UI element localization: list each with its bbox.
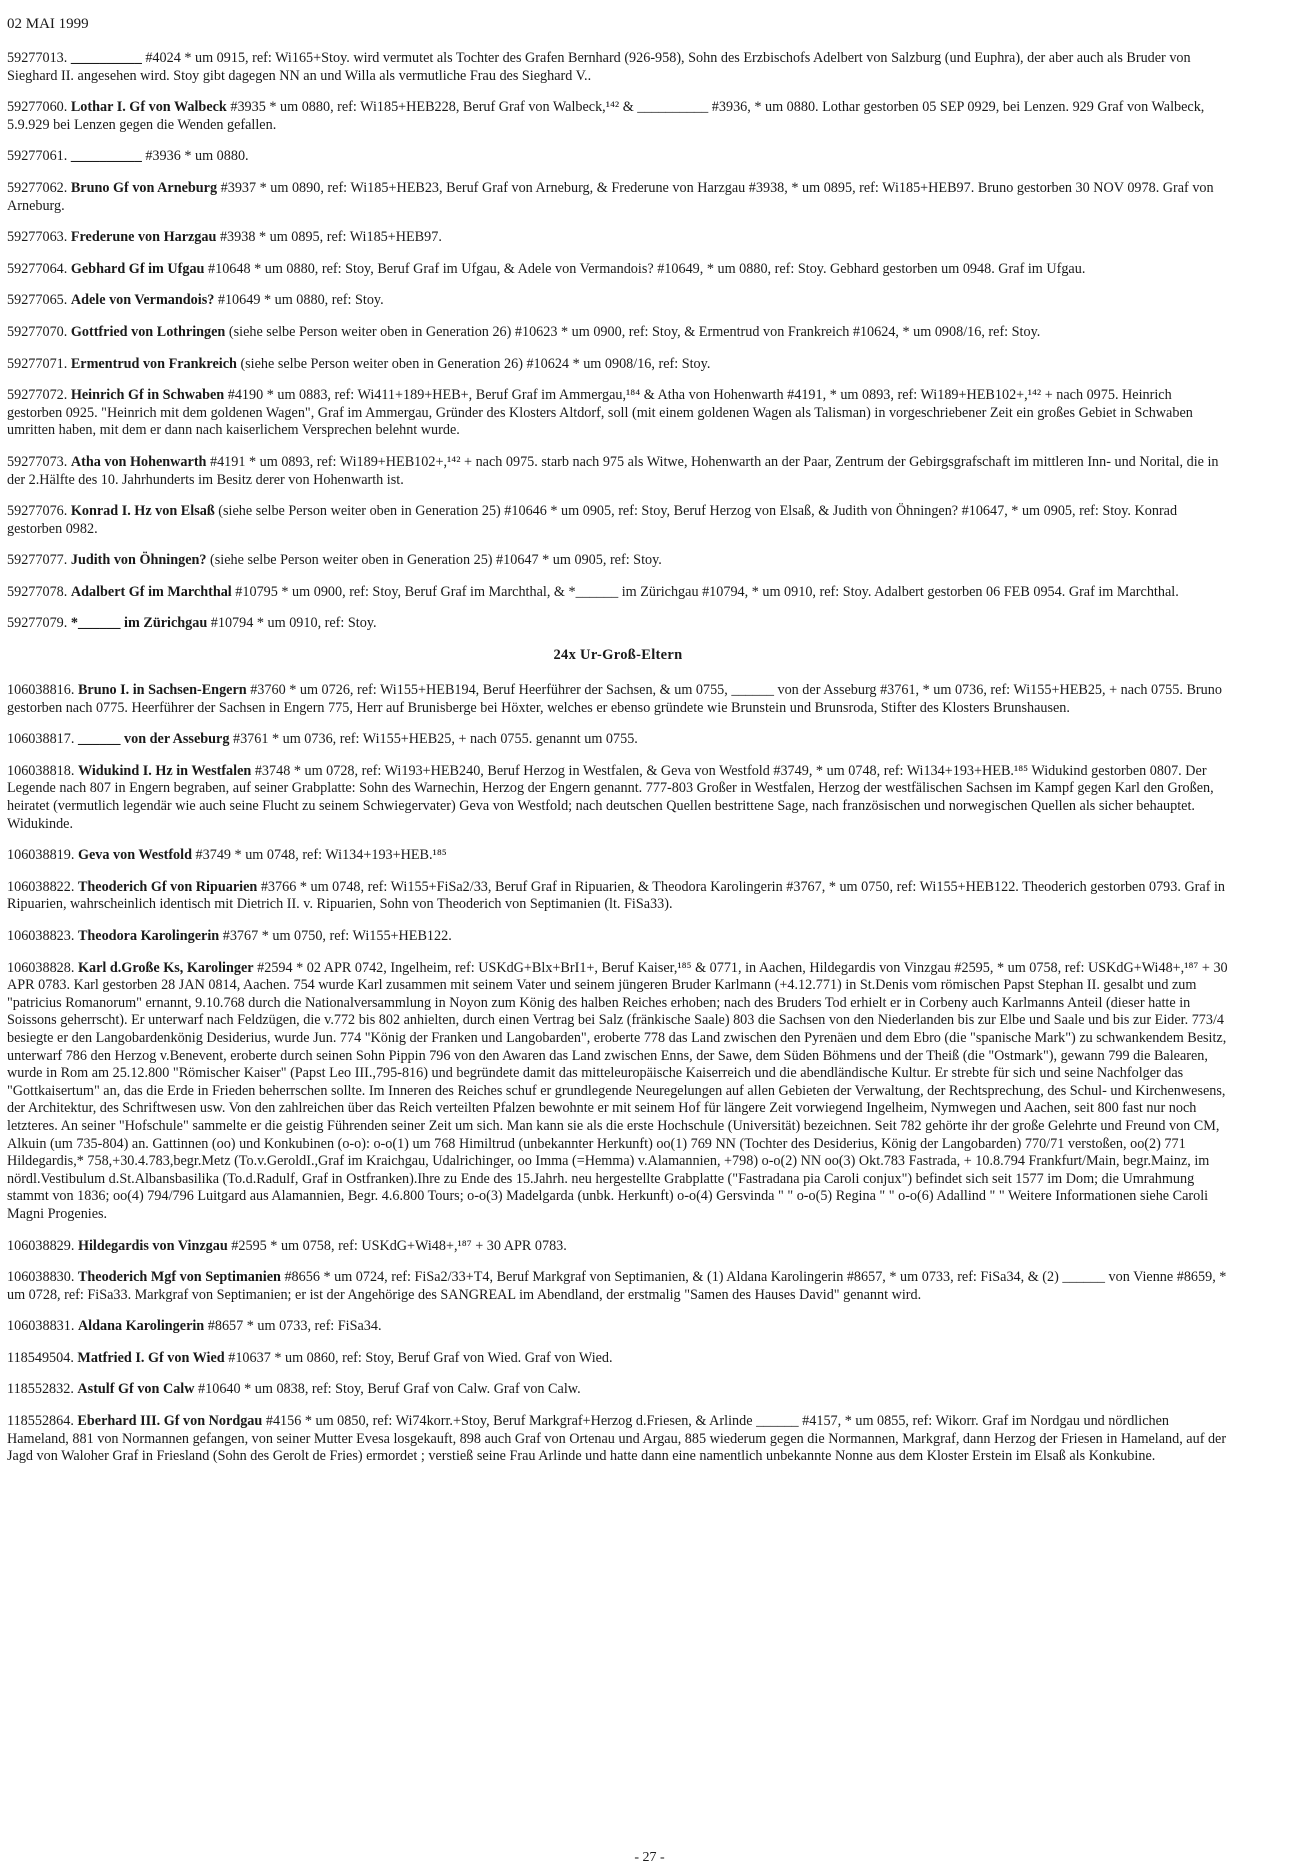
entry-details: (siehe selbe Person weiter oben in Generation 26) #10623 * um 0900, ref: Stoy, & Ermentrud von Frankreich #10624, * um 0908/16, ref: Stoy. <box>225 323 1041 340</box>
generation-25-list <box>7 50 1229 633</box>
entry-number: 59277071. <box>7 355 68 372</box>
person-name: Ermentrud von Frankreich <box>70 355 237 372</box>
entry-details: #3938 * um 0895, ref: Wi185+HEB97. <box>216 229 442 246</box>
person-name: Eberhard III. Gf von Nordgau <box>77 1413 263 1430</box>
person-name: Widukind I. Hz in Westfalen <box>77 762 252 779</box>
genealogy-entry <box>7 454 1229 489</box>
genealogy-entry <box>7 1269 1229 1304</box>
person-name: Geva von Westfold <box>77 847 192 864</box>
entry-number: 59277078. <box>7 583 68 600</box>
entry-details: #10794 * um 0910, ref: Stoy. <box>207 615 377 632</box>
person-name: Karl d.Große Ks, Karolinger <box>77 959 254 976</box>
genealogy-entry <box>7 1413 1229 1466</box>
entry-number: 59277061. <box>7 148 68 165</box>
entry-number: 59277076. <box>7 503 68 520</box>
genealogy-entry <box>7 731 1229 749</box>
genealogy-entry <box>7 99 1229 134</box>
genealogy-entry <box>7 1350 1229 1368</box>
genealogy-entry <box>7 229 1229 247</box>
person-name: Astulf Gf von Calw <box>77 1381 195 1398</box>
genealogy-entry <box>7 847 1229 865</box>
entry-number: 106038818. <box>7 762 75 779</box>
entry-details: #8656 * um 0724, ref: FiSa2/33+T4, Beruf Markgraf von Septimanien, & (1) Aldana Karolingerin #8657, * um 0733, ref: FiSa34, & (2) ______ von Vienne #8659, * um 0728, ref: FiSa33. Markgraf von Septimanien; er ist der Angehörige des SANGREAL im Abendland, der erstmalig "Samen des Hauses David" genannt wird. <box>7 1269 1227 1303</box>
person-name: Hildegardis von Vinzgau <box>77 1237 228 1254</box>
genealogy-entry <box>7 148 1229 166</box>
entry-number: 59277072. <box>7 387 68 404</box>
entry-number: 106038817. <box>7 731 75 748</box>
generation-24-list <box>7 682 1229 1466</box>
genealogy-entry <box>7 1381 1229 1399</box>
person-name: Gottfried von Lothringen <box>70 323 226 340</box>
entry-details: #4190 * um 0883, ref: Wi411+189+HEB+, Beruf Graf im Ammergau,¹⁸⁴ & Atha von Hohenwarth #4191, * um 0893, ref: Wi189+HEB102+,¹⁴² + nach 0975. Heinrich gestorben 0925. "Heinrich mit dem goldenen Wagen", Graf im Ammergau, Gründer des Klosters Altdorf, soll (mit einem goldenen Wagen als Talisman) in vorgeschriebener Zeit ein großes Gebiet in Schwaben umritten haben, mit dem er dann nach kaiserlichem Versprechen belehnt wurde. <box>7 387 1193 439</box>
genealogy-entry <box>7 584 1229 602</box>
genealogy-entry <box>7 615 1229 633</box>
genealogy-entry <box>7 1238 1229 1256</box>
entry-details: #4191 * um 0893, ref: Wi189+HEB102+,¹⁴² + nach 0975. starb nach 975 als Witwe, Hohenwarth an der Paar, Zentrum der Gebirgsgrafschaft im mittleren Inn- und Norital, die in der 2.Hälfte des 10. Jahrhunderts im Besitz derer von Hohenwarth ist. <box>7 453 1219 488</box>
entry-details: #3766 * um 0748, ref: Wi155+FiSa2/33, Beruf Graf in Ripuarien, & Theodora Karolingerin #3767, * um 0750, ref: Wi155+HEB122. Theoderich gestorben 0793. Graf in Ripuarien, wahrscheinlich identisch mit Dietrich II. v. Ripuarien, Sohn von Theoderich von Septimanien (lt. FiSa33). <box>7 878 1226 913</box>
entry-details: (siehe selbe Person weiter oben in Generation 25) #10647 * um 0905, ref: Stoy. <box>206 552 662 569</box>
person-name: Adalbert Gf im Marchthal <box>70 583 232 600</box>
entry-details: #10640 * um 0838, ref: Stoy, Beruf Graf von Calw. Graf von Calw. <box>194 1381 581 1398</box>
genealogy-entry <box>7 552 1229 570</box>
entry-number: 106038823. <box>7 928 75 944</box>
page-number: - 27 - <box>634 1850 665 1865</box>
entry-details: #4024 * um 0915, ref: Wi165+Stoy. wird vermutet als Tochter des Grafen Bernhard (926-958), Sohn des Erzbischofs Adelbert von Salzburg (und Euphra), der aber auch als Bruder von Sieghard II. angesehen wird. Stoy gibt dagegen NN an und Willa als vermutliche Frau des Sieghard V.. <box>7 50 1191 84</box>
genealogy-entry <box>7 763 1229 833</box>
genealogy-entry <box>7 682 1229 717</box>
entry-number: 59277077. <box>7 552 68 569</box>
person-name: Theoderich Mgf von Septimanien <box>77 1269 281 1286</box>
person-name: Frederune von Harzgau <box>70 229 217 246</box>
entry-number: 118552864. <box>7 1413 74 1430</box>
entry-number: 59277065. <box>7 292 68 309</box>
person-name: *______ im Zürichgau <box>70 615 208 632</box>
entry-details: #3936 * um 0880. <box>141 148 249 165</box>
entry-number: 59277013. <box>7 50 68 66</box>
entry-number: 106038816. <box>7 682 75 699</box>
person-name: __________ <box>70 50 142 66</box>
genealogy-entry <box>7 960 1229 1224</box>
entry-details: #8657 * um 0733, ref: FiSa34. <box>204 1318 382 1335</box>
person-name: Gebhard Gf im Ufgau <box>70 260 205 277</box>
entry-details: #3937 * um 0890, ref: Wi185+HEB23, Beruf Graf von Arneburg, & Frederune von Harzgau #3938, * um 0895, ref: Wi185+HEB97. Bruno gestorben 30 NOV 0978. Graf von Arneburg. <box>7 179 1214 214</box>
entry-number: 59277060. <box>7 99 68 116</box>
genealogy-entry <box>7 261 1229 279</box>
document-date: 02 MAI 1999 <box>7 16 89 32</box>
person-name: Aldana Karolingerin <box>77 1318 205 1335</box>
entry-number: 118549504. <box>7 1349 74 1366</box>
entry-details: #3767 * um 0750, ref: Wi155+HEB122. <box>219 928 452 944</box>
entry-number: 59277064. <box>7 260 68 277</box>
entry-details: (siehe selbe Person weiter oben in Generation 26) #10624 * um 0908/16, ref: Stoy. <box>236 355 711 372</box>
genealogy-entry <box>7 50 1229 85</box>
genealogy-entry <box>7 1318 1229 1336</box>
person-name: Bruno Gf von Arneburg <box>70 179 218 196</box>
genealogy-entry <box>7 324 1229 342</box>
person-name: Bruno I. in Sachsen-Engern <box>77 682 247 699</box>
genealogy-entry <box>7 503 1229 538</box>
entry-details: #10649 * um 0880, ref: Stoy. <box>214 292 384 309</box>
person-name: Adele von Vermandois? <box>70 292 215 309</box>
entry-number: 59277073. <box>7 453 68 470</box>
entry-number: 59277079. <box>7 615 68 632</box>
genealogy-entry <box>7 879 1229 914</box>
entry-details: #3935 * um 0880, ref: Wi185+HEB228, Beruf Graf von Walbeck,¹⁴² & __________ #3936, * um 0880. Lothar gestorben 05 SEP 0929, bei Lenzen. 929 Graf von Walbeck, 5.9.929 bei Lenzen gegen die Wenden gefallen. <box>7 99 1205 133</box>
genealogy-entry <box>7 180 1229 215</box>
entry-details: #3760 * um 0726, ref: Wi155+HEB194, Beruf Heerführer der Sachsen, & um 0755, ______ von der Asseburg #3761, * um 0736, ref: Wi155+HEB25, + nach 0755. Bruno gestorben nach 0775. Heerführer der Sachsen in Engern 775, Herr auf Brunisberge bei Höxter, welches er ebenso gründete wie Brunstein und Brunsroda, Stifter des Klosters Brunshausen. <box>7 682 1222 716</box>
entry-number: 59277070. <box>7 323 68 340</box>
entry-number: 106038829. <box>7 1237 75 1254</box>
person-name: Judith von Öhningen? <box>70 552 207 569</box>
entry-details: #10795 * um 0900, ref: Stoy, Beruf Graf im Marchthal, & *______ im Zürichgau #10794, * um 0910, ref: Stoy. Adalbert gestorben 06 FEB 0954. Graf im Marchthal. <box>231 583 1179 600</box>
entry-details: #2594 * 02 APR 0742, Ingelheim, ref: USKdG+Blx+BrI1+, Beruf Kaiser,¹⁸⁵ & 0771, in Aachen, Hildegardis von Vinzgau #2595, * um 0758, ref: USKdG+Wi48+,¹⁸⁷ + 30 APR 0783. Karl gestorben 28 JAN 0814, Aachen. 754 wurde Karl zusammen mit seinem Vater und seinem jüngeren Bruder Karlmann (+4.12.771) in St.Denis vom römischen Papst Stephan II. gesalbt und zum "patricius Romanorum" ernannt, 9.10.768 durch die Nationalversammlung in Noyon zum König des halben Reiches erhoben; nach des Bruders Tod erhielt er in Corbeny auch Karlmanns Anteil (dieser hatte in Soissons geherrscht). Er unterwarf nach Feldzügen, die v.772 bis 802 anhielten, durch einen Vertrag bei Salz (fränkische Saale) 803 die Sachsen von den Niederlanden bis zur Elbe und Saale und bis zur Eider. 773/4 besiegte er den Langobardenkönig Desiderius, wurde Jun. 774 "König der Franken und Langobarden", eroberte 778 das Land zwischen den Pyrenäen und dem Ebro (die "spanische Mark") zu schwankendem Besitz, unterwarf 786 den Herzog v.Benevent, eroberte durch seinen Sohn Pippin 796 von den Awaren das Land zwischen Enns, der Sawe, dem Süden Böhmens und der Theiß (die "Ostmark"), gewann 799 die Balearen, wurde in Rom am 25.12.800 "Römischer Kaiser" (Papst Leo III.,795-816) und begründete damit das mitteleuropäische Kaiserreich und die abendländische Kultur. Er strebte für sich und seine Nachfolger das "Gottkaisertum" an, das die Erde in Frieden beherrschen sollte. Im Inneren des Reiches schuf er grundlegende Neuregelungen auf allen Gebieten der Verwaltung, der Rechtsprechung, des Schul- und Kirchenwesens, der Architektur, des Schriftwesen usw. Von den zahlreichen über das Reich verteilten Pfalzen bewohnte er mit seinem Hof für längere Zeit vorwiegend Ingelheim, Nymwegen und Aachen, seit 800 fast nur noch letzteres. An seiner "Hofschule" sammelte er die geistig Führenden seiner Zeit um sich. Man kann sie als die erste Hochschule (Universität) bezeichnen. Seit 782 gehörte ihr der große Gelehrte und Freund von CM, Alkuin (um 735-804) an. Gattinnen (oo) und Konkubinen (o-o): o-o(1) um 768 Himiltrud (unbekannter Herkunft) oo(1) 769 NN (Tochter des Desiderius, König der Langobarden) 770/71 verstoßen, oo(2) 771 Hildegardis,* 758,+30.4.783,begr.Metz (To.v.GeroldI.,Graf im Kraichgau, Udalrichinger, oo Imma (=Hemma) v.Alamannien, +798) o-o(2) NN oo(3) Okt.783 Fastrada, + 10.8.794 Frankfurt/Main, begr.Mainz, im nördl.Vestibulum d.St.Albansbasilika (To.d.Radulf, Graf in Ostfranken).Ihre zu Ende des 15.Jahrh. neu hergestellte Grabplatte ("Fastradana pia Caroli conjux") befindet sich seit 1577 im Dom; die Umrahmung stammt von 1836; oo(4) 794/796 Luitgard aus Alamannien, Begr. 4.6.800 Tours; o-o(3) Madelgarda (unbk. Herkunft) o-o(4) Gersvinda " " o-o(5) Regina " " o-o(6) Adallind " " Weitere Informationen siehe Caroli Magni Progenies. <box>7 959 1228 1222</box>
person-name: Konrad I. Hz von Elsaß <box>70 503 215 520</box>
person-name: Atha von Hohenwarth <box>70 453 207 470</box>
genealogy-entry <box>7 356 1229 374</box>
person-name: Lothar I. Gf von Walbeck <box>70 99 227 116</box>
entry-number: 106038822. <box>7 878 75 895</box>
genealogy-entry <box>7 387 1229 440</box>
entry-details: #3761 * um 0736, ref: Wi155+HEB25, + nach 0755. genannt um 0755. <box>229 731 638 748</box>
person-name: Theoderich Gf von Ripuarien <box>77 878 258 895</box>
entry-details: #10648 * um 0880, ref: Stoy, Beruf Graf im Ufgau, & Adele von Vermandois? #10649, * um 0880, ref: Stoy. Gebhard gestorben um 0948. Graf im Ufgau. <box>204 260 1086 277</box>
entry-details: (siehe selbe Person weiter oben in Generation 25) #10646 * um 0905, ref: Stoy, Beruf Herzog von Elsaß, & Judith von Öhningen? #10647, * um 0905, ref: Stoy. Konrad gestorben 0982. <box>7 503 1178 537</box>
entry-number: 59277062. <box>7 179 68 196</box>
entry-number: 106038819. <box>7 847 75 864</box>
entry-details: #3748 * um 0728, ref: Wi193+HEB240, Beruf Herzog in Westfalen, & Geva von Westfold #3749, * um 0748, ref: Wi134+193+HEB.¹⁸⁵ Widukind gestorben 0807. Der Legende nach 807 in Engern begraben, auf seiner Grabplatte: Sohn des Warnechin, Herzog der Engern genannt. 777-803 Großer in Westfalen, Herzog der westfälischen Sachsen im Kampf gegen Karl den Großen, heiratet (vermutlich legendär wie auch seine Flucht zu seinem Schwiegervater) Geva von Westfold; nach deutschen Quellen bestrittene Sage, nach französischen und norwegischen Quellen als sicher behauptet. Widukinde. <box>7 762 1214 832</box>
genealogy-entry <box>7 292 1229 310</box>
person-name: __________ <box>70 148 142 165</box>
entry-number: 106038828. <box>7 959 75 976</box>
entry-details: #4156 * um 0850, ref: Wi74korr.+Stoy, Beruf Markgraf+Herzog d.Friesen, & Arlinde ______ #4157, * um 0855, ref: Wikorr. Graf im Nordgau und nördlichen Hameland, 881 von Normannen gefangen, von seiner Mutter Evesa losgekauft, 898 auch Graf von Ortenau und Argau, 885 wiederum gegen die Normannen, Markgraf, dann Herzog der Friesen in Hameland, auf der Jagd von Waloher Graf in Friesland (Sohn des Gerolt de Fries) ermordet ; verstieß seine Frau Arlinde und hatte dann eine namentlich unbekannte Nonne aus dem Kloster Erstein im Elsaß als Konkubine. <box>7 1413 1227 1465</box>
entry-details: #10637 * um 0860, ref: Stoy, Beruf Graf von Wied. Graf von Wied. <box>224 1349 613 1366</box>
entry-number: 118552832. <box>7 1381 74 1398</box>
generation-heading: 24x Ur-Groß-Eltern <box>553 647 683 664</box>
entry-number: 106038830. <box>7 1269 75 1286</box>
entry-details: #3749 * um 0748, ref: Wi134+193+HEB.¹⁸⁵ <box>191 847 447 864</box>
entry-number: 59277063. <box>7 229 68 246</box>
genealogy-entry <box>7 928 1229 946</box>
person-name: Heinrich Gf in Schwaben <box>70 387 225 404</box>
entry-number: 106038831. <box>7 1318 75 1335</box>
person-name: Matfried I. Gf von Wied <box>77 1349 225 1366</box>
person-name: Theodora Karolingerin <box>77 928 220 944</box>
entry-details: #2595 * um 0758, ref: USKdG+Wi48+,¹⁸⁷ + 30 APR 0783. <box>227 1237 567 1254</box>
person-name: ______ von der Asseburg <box>77 731 230 748</box>
genealogy-entries <box>7 50 1229 1480</box>
